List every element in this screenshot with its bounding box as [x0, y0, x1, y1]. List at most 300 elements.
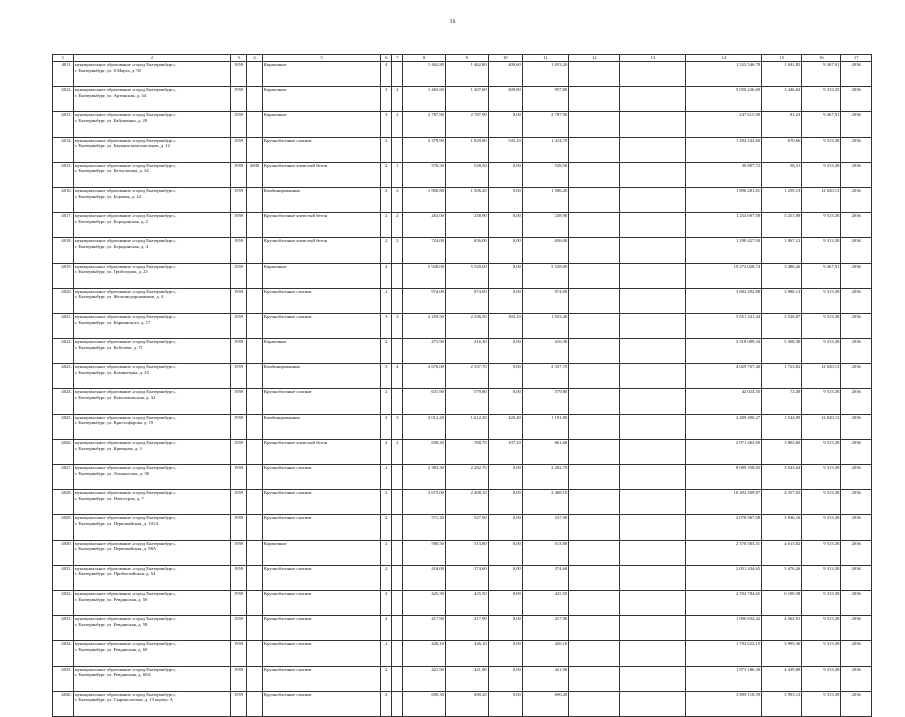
table-row — [53, 213, 872, 238]
max-cost-cell: 9 313,38 — [802, 162, 841, 187]
repair-cost-cell: 5 050 226,69 — [686, 87, 762, 112]
premises-area-cell: 238,90 — [445, 213, 488, 238]
table-row — [53, 666, 872, 691]
column-number-2: 2 — [73, 55, 230, 62]
wall-material-cell: Крупноблочные силикат — [262, 641, 380, 666]
planned-year-cell: 2036 — [841, 641, 872, 666]
premises-area-cell: 2 408,10 — [445, 490, 488, 515]
year-reconstructed-cell — [247, 590, 263, 615]
floors-cell: 2 — [381, 515, 392, 540]
row-number-cell: 4012. — [53, 87, 74, 112]
row-number-cell: 4011. — [53, 62, 74, 87]
column-number-7: 7 — [392, 55, 403, 62]
max-cost-cell: 9 313,38 — [802, 339, 841, 364]
row-number-cell: 4024. — [53, 389, 74, 414]
table-row — [53, 590, 872, 615]
nonresidential-area-cell: 0,00 — [488, 590, 522, 615]
column-13-cell — [620, 187, 686, 212]
nonresidential-area-cell: 0,00 — [488, 565, 522, 590]
year-reconstructed-cell — [247, 213, 263, 238]
residential-area-cell: 1 191,80 — [522, 414, 568, 439]
premises-area-cell: 2 337,70 — [445, 364, 488, 389]
year-reconstructed-cell — [247, 288, 263, 313]
floors-cell: 2 — [381, 187, 392, 212]
repair-cost-cell: 19 272 028,74 — [686, 263, 762, 288]
column-13-cell — [620, 490, 686, 515]
table-row — [53, 62, 872, 87]
address-text: г. Екатеринбург, ул. Бабушкина, д. 20 — [74, 118, 148, 124]
premises-area-cell: 5 528,00 — [445, 263, 488, 288]
entrances-cell — [392, 515, 403, 540]
entrances-cell — [392, 288, 403, 313]
owner-text: муниципальное образование «город Екатеринбург», — [74, 389, 177, 395]
specific-cost-cell: 3 986,13 — [762, 288, 802, 313]
residential-area-cell: 426,10 — [522, 641, 568, 666]
wall-material-cell: Крупноблочные силикат — [262, 590, 380, 615]
column-12-cell — [569, 187, 620, 212]
premises-area-cell: 1 506,20 — [445, 187, 488, 212]
residential-area-cell: 5 528,00 — [522, 263, 568, 288]
wall-material-cell: Кирпичные — [262, 112, 380, 137]
column-12-cell — [569, 414, 620, 439]
residential-area-cell: 513,80 — [522, 540, 568, 565]
column-12-cell — [569, 238, 620, 263]
column-12-cell — [569, 691, 620, 716]
floors-cell: 2 — [381, 389, 392, 414]
max-cost-cell: 9 267,91 — [802, 263, 841, 288]
planned-year-cell: 2036 — [841, 691, 872, 716]
wall-material-cell: Крупноблочные силикат — [262, 490, 380, 515]
specific-cost-cell: 4 439,88 — [762, 666, 802, 691]
planned-year-cell: 2036 — [841, 364, 872, 389]
nonresidential-area-cell: 0,00 — [488, 364, 522, 389]
column-number-13: 13 — [620, 55, 686, 62]
row-number-cell: 4018. — [53, 238, 74, 263]
entrances-cell — [392, 339, 403, 364]
column-number-10: 10 — [488, 55, 522, 62]
year-reconstructed-cell — [247, 616, 263, 641]
column-13-cell — [620, 112, 686, 137]
wall-material-cell: Крупноблочные силикат — [262, 465, 380, 490]
address-cell — [73, 389, 230, 414]
nonresidential-area-cell: 0,00 — [488, 187, 522, 212]
address-cell — [73, 641, 230, 666]
year-reconstructed-cell — [247, 666, 263, 691]
column-12-cell — [569, 641, 620, 666]
column-number-14: 14 — [686, 55, 762, 62]
address-cell — [73, 213, 230, 238]
residential-area-cell: 1 506,20 — [522, 187, 568, 212]
floors-cell: 2 — [381, 465, 392, 490]
address-cell — [73, 62, 230, 87]
address-text: г. Екатеринбург, ул. Ревдинская, д. 56 — [74, 596, 148, 602]
total-area-cell: 1 900,80 — [403, 187, 446, 212]
residential-area-cell: 974,00 — [522, 288, 568, 313]
residential-area-cell: 425,50 — [522, 590, 568, 615]
table-row — [53, 162, 872, 187]
column-13-cell — [620, 288, 686, 313]
max-cost-cell: 9 313,38 — [802, 666, 841, 691]
table-row — [53, 288, 872, 313]
row-number-cell: 4029. — [53, 515, 74, 540]
premises-area-cell: 425,50 — [445, 590, 488, 615]
specific-cost-cell: 4 562,91 — [762, 616, 802, 641]
column-12-cell — [569, 213, 620, 238]
column-number-5: 5 — [262, 55, 380, 62]
total-area-cell: 471,90 — [403, 339, 446, 364]
owner-text: муниципальное образование «город Екатеринбург», — [74, 540, 177, 546]
entrances-cell: 3 — [392, 414, 403, 439]
total-area-cell: 421,90 — [403, 666, 446, 691]
column-12-cell — [569, 515, 620, 540]
entrances-cell: 3 — [392, 313, 403, 338]
column-number-15: 15 — [762, 55, 802, 62]
year-built-cell: 1959 — [231, 213, 247, 238]
address-cell — [73, 364, 230, 389]
year-built-cell: 1959 — [231, 490, 247, 515]
address-cell — [73, 87, 230, 112]
total-area-cell: 590,50 — [403, 540, 446, 565]
table-row — [53, 238, 872, 263]
repair-cost-cell: 2 370 583,31 — [686, 540, 762, 565]
address-cell — [73, 439, 230, 464]
register-body — [53, 55, 872, 717]
column-12-cell — [569, 339, 620, 364]
planned-year-cell: 2036 — [841, 187, 872, 212]
column-13-cell — [620, 62, 686, 87]
column-13-cell — [620, 439, 686, 464]
owner-text: муниципальное образование «город Екатеринбург», — [74, 666, 177, 672]
repair-cost-cell: 10 492 209,87 — [686, 490, 762, 515]
premises-area-cell: 2 787,90 — [445, 112, 488, 137]
nonresidential-area-cell: 0,00 — [488, 691, 522, 716]
address-text: г. Екатеринбург, ул. Артинская, д. 34 — [74, 92, 147, 98]
repair-cost-cell: 1 522 546,78 — [686, 62, 762, 87]
premises-area-cell: 656,00 — [445, 238, 488, 263]
wall-material-cell: Крупноблочные силикат — [262, 313, 380, 338]
wall-material-cell: Крупноблочные ячеистый бетон — [262, 213, 380, 238]
premises-area-cell: 513,80 — [445, 540, 488, 565]
year-built-cell: 1959 — [231, 590, 247, 615]
entrances-cell — [392, 691, 403, 716]
repair-cost-cell: 2 078 967,68 — [686, 515, 762, 540]
planned-year-cell: 2036 — [841, 666, 872, 691]
column-13-cell — [620, 616, 686, 641]
column-13-cell — [620, 364, 686, 389]
floors-cell: 2 — [381, 238, 392, 263]
column-13-cell — [620, 313, 686, 338]
column-13-cell — [620, 162, 686, 187]
year-reconstructed-cell — [247, 313, 263, 338]
owner-text: муниципальное образование «город Екатеринбург», — [74, 112, 177, 118]
specific-cost-cell: 72,48 — [762, 389, 802, 414]
owner-text: муниципальное образование «город Екатеринбург», — [74, 364, 177, 370]
residential-area-cell: 1 414,70 — [522, 137, 568, 162]
column-number-8: 8 — [403, 55, 446, 62]
max-cost-cell: 9 313,38 — [802, 213, 841, 238]
column-13-cell — [620, 691, 686, 716]
residential-area-cell: 2 337,70 — [522, 364, 568, 389]
table-row — [53, 137, 872, 162]
housing-register-table — [52, 54, 872, 717]
address-text: г. Екатеринбург, ул. Новостроя, д. 7 — [74, 495, 144, 501]
entrances-cell — [392, 263, 403, 288]
floors-cell: 2 — [381, 691, 392, 716]
nonresidential-area-cell: 0,00 — [488, 288, 522, 313]
floors-cell: 2 — [381, 162, 392, 187]
premises-area-cell: 974,00 — [445, 288, 488, 313]
address-text: г. Екатеринбург, ул. Ревдинская, д. 58 — [74, 621, 148, 627]
row-number-cell: 4013. — [53, 112, 74, 137]
year-reconstructed-cell: 2000 — [247, 162, 263, 187]
wall-material-cell: Крупноблочные силикат — [262, 515, 380, 540]
address-cell — [73, 288, 230, 313]
entrances-cell: 2 — [392, 238, 403, 263]
max-cost-cell: 9 313,38 — [802, 389, 841, 414]
year-built-cell: 1959 — [231, 112, 247, 137]
row-number-cell: 4035. — [53, 666, 74, 691]
address-text: г. Екатеринбург, ул. Комсомольская, д. 32 — [74, 395, 156, 401]
residential-area-cell: 527,90 — [522, 515, 568, 540]
column-13-cell — [620, 414, 686, 439]
nonresidential-area-cell: 0,00 — [488, 213, 522, 238]
address-text: г. Екатеринбург, ул. Сыромолотова, д. 13 корпус А — [74, 697, 173, 703]
residential-area-cell: 421,90 — [522, 666, 568, 691]
total-area-cell: 724,00 — [403, 238, 446, 263]
premises-area-cell: 426,10 — [445, 641, 488, 666]
entrances-cell: 2 — [392, 112, 403, 137]
planned-year-cell: 2036 — [841, 590, 872, 615]
planned-year-cell: 2036 — [841, 87, 872, 112]
table-row — [53, 414, 872, 439]
planned-year-cell: 2036 — [841, 313, 872, 338]
repair-cost-cell: 8 089 358,82 — [686, 465, 762, 490]
table-row — [53, 389, 872, 414]
wall-material-cell: Крупноблочные силикат — [262, 666, 380, 691]
entrances-cell — [392, 490, 403, 515]
year-reconstructed-cell — [247, 263, 263, 288]
year-built-cell: 1959 — [231, 187, 247, 212]
nonresidential-area-cell: 545,10 — [488, 137, 522, 162]
column-12-cell — [569, 616, 620, 641]
column-12-cell — [569, 590, 620, 615]
owner-text: муниципальное образование «город Екатеринбург», — [74, 691, 177, 697]
year-built-cell: 1959 — [231, 263, 247, 288]
residential-area-cell: 238,90 — [522, 213, 568, 238]
repair-cost-cell: 42 024,35 — [686, 389, 762, 414]
floors-cell: 3 — [381, 364, 392, 389]
row-number-cell: 4022. — [53, 339, 74, 364]
residential-area-cell: 579,80 — [522, 389, 568, 414]
nonresidential-area-cell: 0,00 — [488, 641, 522, 666]
owner-text: муниципальное образование «город Екатеринбург», — [74, 288, 177, 294]
column-13-cell — [620, 540, 686, 565]
entrances-cell — [392, 389, 403, 414]
address-text: г. Екатеринбург, ул. Ломоносова, д. 38 — [74, 470, 149, 476]
row-number-cell: 4023. — [53, 364, 74, 389]
floors-cell: 3 — [381, 112, 392, 137]
planned-year-cell: 2036 — [841, 439, 872, 464]
entrances-cell: 1 — [392, 162, 403, 187]
nonresidential-area-cell: 409,60 — [488, 62, 522, 87]
specific-cost-cell: 5 251,98 — [762, 213, 802, 238]
address-text: г. Екатеринбург, ул. 8 Марта, д. 95 — [74, 67, 142, 73]
max-cost-cell: 9 313,38 — [802, 691, 841, 716]
entrances-cell — [392, 590, 403, 615]
year-reconstructed-cell — [247, 540, 263, 565]
planned-year-cell: 2036 — [841, 465, 872, 490]
year-built-cell: 1959 — [231, 414, 247, 439]
planned-year-cell: 2036 — [841, 213, 872, 238]
address-cell — [73, 666, 230, 691]
owner-text: муниципальное образование «город Екатеринбург», — [74, 187, 177, 193]
address-text: г. Екатеринбург, ул. Кристофорова, д. 19 — [74, 420, 154, 426]
planned-year-cell: 2036 — [841, 565, 872, 590]
floors-cell: 2 — [381, 616, 392, 641]
address-text: г. Екатеринбург, ул. Железнодорожников, д. 4 — [74, 294, 164, 300]
column-12-cell — [569, 389, 620, 414]
row-number-cell: 4017. — [53, 213, 74, 238]
nonresidential-area-cell: 107,10 — [488, 439, 522, 464]
total-area-cell: 418,00 — [403, 565, 446, 590]
year-built-cell: 1959 — [231, 389, 247, 414]
table-row — [53, 313, 872, 338]
max-cost-cell: 9 313,38 — [802, 540, 841, 565]
entrances-cell — [392, 565, 403, 590]
floors-cell: 2 — [381, 288, 392, 313]
repair-cost-cell: 1 906 834,42 — [686, 616, 762, 641]
total-area-cell: 425,50 — [403, 590, 446, 615]
premises-area-cell: 416,30 — [445, 339, 488, 364]
address-text: г. Екатеринбург, ул. Первомайская, д. 98А — [74, 546, 157, 552]
repair-cost-cell: 1 896 281,81 — [686, 187, 762, 212]
specific-cost-cell: 3 995,36 — [762, 641, 802, 666]
year-built-cell: 1959 — [231, 439, 247, 464]
address-text: г. Екатеринбург, ул. Первомайская, д. 101А — [74, 521, 159, 527]
nonresidential-area-cell: 420,40 — [488, 414, 522, 439]
column-number-12: 12 — [569, 55, 620, 62]
year-built-cell: 1959 — [231, 238, 247, 263]
wall-material-cell: Кирпичные — [262, 263, 380, 288]
total-area-cell: 426,10 — [403, 641, 446, 666]
wall-material-cell: Крупноблочные ячеистый бетон — [262, 238, 380, 263]
nonresidential-area-cell: 0,00 — [488, 389, 522, 414]
row-number-cell: 4033. — [53, 616, 74, 641]
year-built-cell: 1959 — [231, 515, 247, 540]
address-cell — [73, 339, 230, 364]
column-number-1: 1 — [53, 55, 74, 62]
total-area-cell: 5 928,00 — [403, 263, 446, 288]
row-number-cell: 4026. — [53, 439, 74, 464]
column-12-cell — [569, 540, 620, 565]
residential-area-cell: 1 053,20 — [522, 62, 568, 87]
entrances-cell — [392, 465, 403, 490]
year-reconstructed-cell — [247, 62, 263, 87]
column-12-cell — [569, 565, 620, 590]
row-number-cell: 4030. — [53, 540, 74, 565]
address-cell — [73, 238, 230, 263]
specific-cost-cell: 1 259,13 — [762, 187, 802, 212]
year-reconstructed-cell — [247, 691, 263, 716]
owner-text: муниципальное образование «город Екатеринбург», — [74, 616, 177, 622]
owner-text: муниципальное образование «город Екатеринбург», — [74, 565, 177, 571]
wall-material-cell: Крупноблочные силикат — [262, 565, 380, 590]
planned-year-cell: 2036 — [841, 414, 872, 439]
column-12-cell — [569, 490, 620, 515]
column-13-cell — [620, 238, 686, 263]
specific-cost-cell: 3 936,16 — [762, 515, 802, 540]
repair-cost-cell: 1 294 242,60 — [686, 137, 762, 162]
total-area-cell: 2 383,30 — [403, 465, 446, 490]
premises-area-cell: 374,60 — [445, 565, 488, 590]
address-text: г. Екатеринбург, ул. Белоглазова, д. 34 — [74, 168, 149, 174]
planned-year-cell: 2036 — [841, 112, 872, 137]
address-text: г. Екатеринбург, ул. Ревдинская, д. 60А — [74, 672, 151, 678]
year-built-cell: 1959 — [231, 540, 247, 565]
max-cost-cell: 9 313,38 — [802, 288, 841, 313]
year-built-cell: 1959 — [231, 666, 247, 691]
year-reconstructed-cell — [247, 414, 263, 439]
specific-cost-cell: 2 526,87 — [762, 313, 802, 338]
residential-area-cell: 2 408,10 — [522, 490, 568, 515]
address-text: г. Екатеринбург, ул. Прибалтийская, д. 54 — [74, 571, 156, 577]
max-cost-cell: 9 313,38 — [802, 238, 841, 263]
specific-cost-cell: 670,66 — [762, 137, 802, 162]
max-cost-cell: 9 313,38 — [802, 313, 841, 338]
max-cost-cell: 9 313,38 — [802, 137, 841, 162]
year-built-cell: 1959 — [231, 339, 247, 364]
address-cell — [73, 162, 230, 187]
nonresidential-area-cell: 0,00 — [488, 515, 522, 540]
total-area-cell: 2 675,00 — [403, 490, 446, 515]
address-cell — [73, 465, 230, 490]
row-number-cell: 4019. — [53, 263, 74, 288]
floors-cell: 2 — [381, 565, 392, 590]
repair-cost-cell: 1 702 622,15 — [686, 641, 762, 666]
specific-cost-cell: 5 993,12 — [762, 691, 802, 716]
repair-cost-cell: 1 873 186,30 — [686, 666, 762, 691]
wall-material-cell: Кирпичные — [262, 540, 380, 565]
owner-text: муниципальное образование «город Екатеринбург», — [74, 439, 177, 445]
repair-cost-cell: 5 651 241,44 — [686, 313, 762, 338]
owner-text: муниципальное образование «город Екатеринбург», — [74, 263, 177, 269]
address-cell — [73, 414, 230, 439]
owner-text: муниципальное образование «город Екатеринбург», — [74, 238, 177, 244]
column-13-cell — [620, 515, 686, 540]
max-cost-cell: 9 313,38 — [802, 439, 841, 464]
total-area-cell: 631,90 — [403, 389, 446, 414]
planned-year-cell: 2036 — [841, 515, 872, 540]
floors-cell: 2 — [381, 641, 392, 666]
year-built-cell: 1959 — [231, 641, 247, 666]
year-built-cell: 1959 — [231, 62, 247, 87]
total-area-cell: 571,20 — [403, 515, 446, 540]
floors-cell: 2 — [381, 213, 392, 238]
residential-area-cell: 1 933,40 — [522, 313, 568, 338]
premises-area-cell: 527,90 — [445, 515, 488, 540]
year-built-cell: 1959 — [231, 162, 247, 187]
entrances-cell: 4 — [392, 364, 403, 389]
column-13-cell — [620, 263, 686, 288]
owner-text: муниципальное образование «город Екатеринбург», — [74, 339, 177, 345]
table-row — [53, 339, 872, 364]
year-built-cell: 1959 — [231, 616, 247, 641]
table-row — [53, 565, 872, 590]
nonresidential-area-cell: 0,00 — [488, 238, 522, 263]
wall-material-cell: Крупноблочные силикат — [262, 616, 380, 641]
table-row — [53, 465, 872, 490]
table-row — [53, 364, 872, 389]
